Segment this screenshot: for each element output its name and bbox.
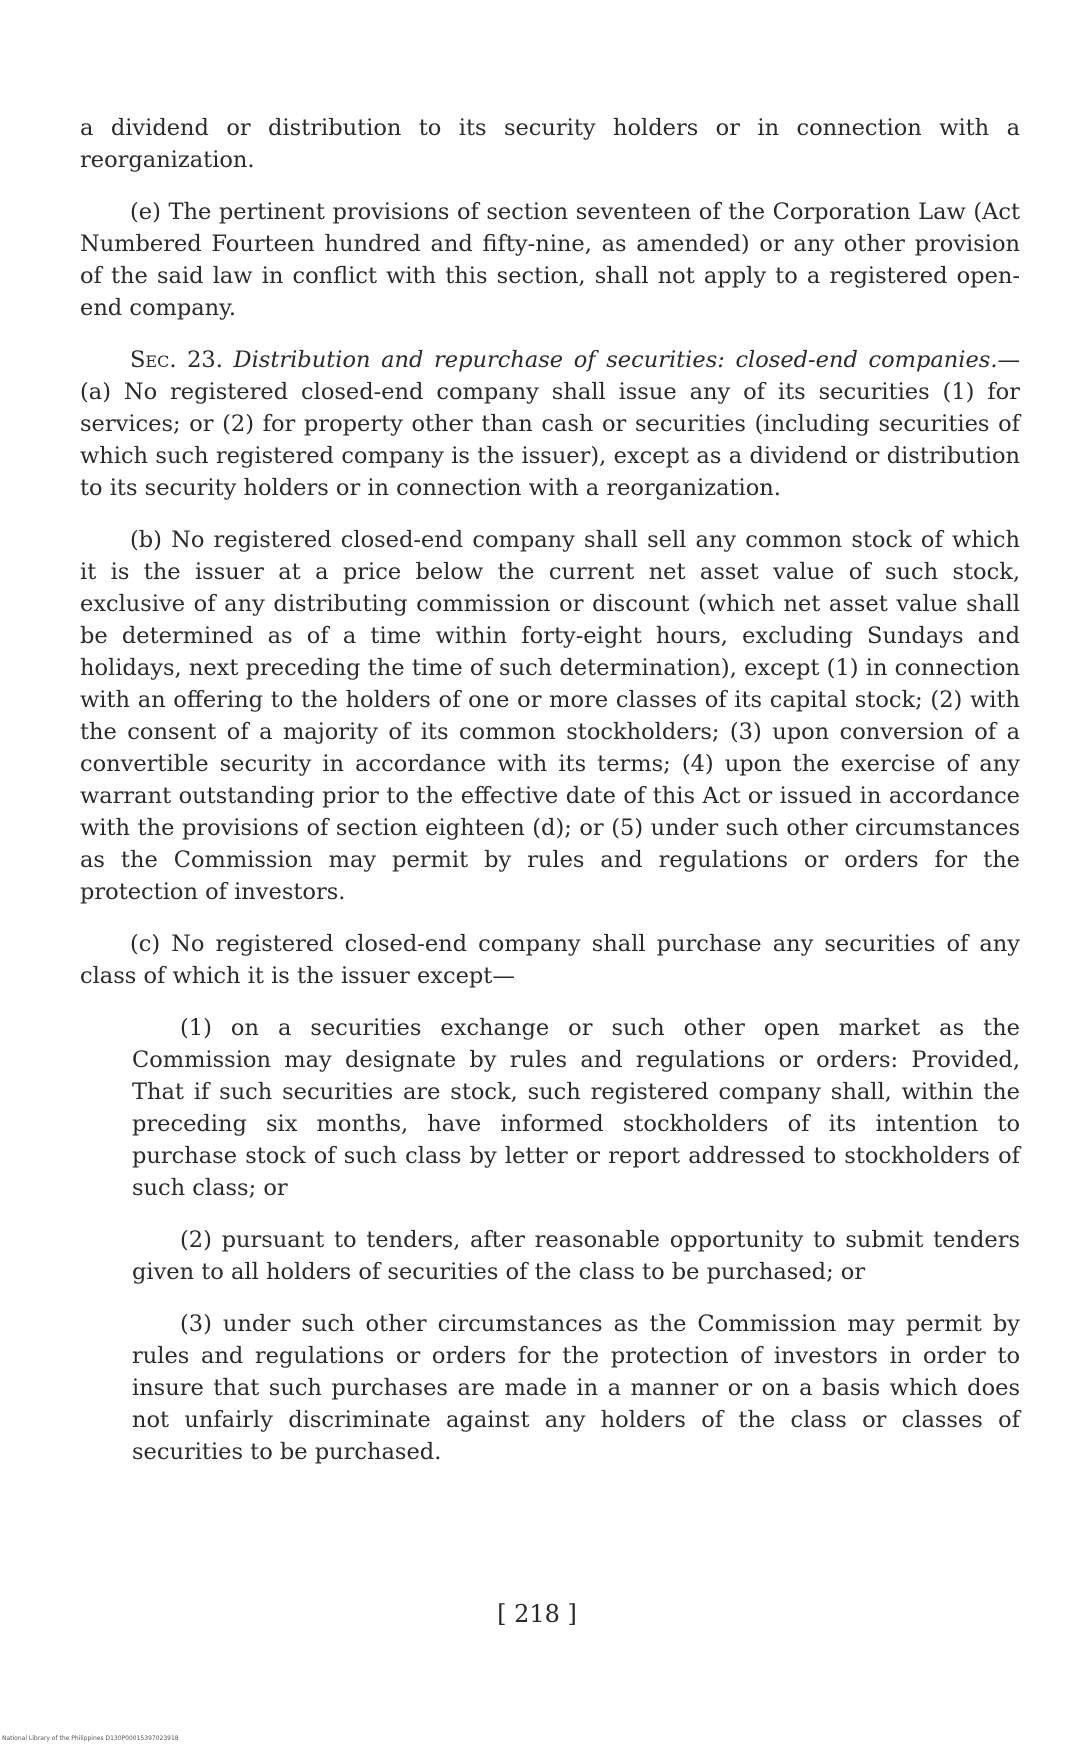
section-23-paragraph-a — [80, 344, 1020, 504]
clause-1: (1) on a securities exchange or such other open market as the Commission may designate by rules and regulations or orders: Provided, That if such securities are stock, such registered company shall, within the preceding six months, have informed stockholders of its intention to purchase stock of such class by letter or report addressed to stockholders of such class; or — [132, 1015, 1020, 1201]
library-footer: National Library of the Philippines D130P00015397023918 — [2, 1735, 179, 1742]
body-text — [80, 112, 1020, 1488]
page-number: [ 218 ] — [497, 1600, 577, 1628]
section-label: Sec. 23. — [130, 347, 223, 373]
section-23-text: —(a) No registered closed-end company shall issue any of its securities (1) for services; or (2) for property other than cash or securities (including securities of which such registered company is the issuer), except as a dividend or distribution to its security holders or in connection with a reorganization. — [80, 347, 1020, 501]
paragraph-c: (c) No registered closed-end company shall purchase any securities of any class of which it is the issuer except— — [80, 931, 1020, 989]
paragraph-e: (e) The pertinent provisions of section seventeen of the Corporation Law (Act Numbered Fourteen hundred and fifty-nine, as amended) or any other provision of the said law in conflict with this section, shall not apply to a registered open-end company. — [80, 199, 1020, 321]
clause-2: (2) pursuant to tenders, after reasonable opportunity to submit tenders given to all holders of securities of the class to be purchased; or — [132, 1227, 1020, 1285]
section-heading: Distribution and repurchase of securities: closed-end companies. — [233, 347, 998, 373]
paragraph-continuation: a dividend or distribution to its security holders or in connection with a reorganization. — [80, 115, 1020, 173]
paragraph-b: (b) No registered closed-end company shall sell any common stock of which it is the issuer at a price below the current net asset value of such stock, exclusive of any distributing commission or discount (which net asset value shall be determined as of a time within forty-eight hours, excluding Sundays and holidays, next preceding the time of such determination), except (1) in connection with an offering to the holders of one or more classes of its capital stock; (2) with the consent of a majority of its common stockholders; (3) upon conversion of a convertible security in accordance with its terms; (4) upon the exercise of any warrant outstanding prior to the effective date of this Act or issued in accordance with the provisions of section eighteen (d); or (5) under such other circumstances as the Commission may permit by rules and regulations or orders for the protection of investors. — [80, 527, 1020, 905]
clause-3: (3) under such other circumstances as the Commission may permit by rules and regulations or orders for the protection of investors in order to insure that such purchases are made in a manner or on a basis which does not unfairly discriminate against any holders of the class or classes of securities to be purchased. — [132, 1311, 1020, 1465]
